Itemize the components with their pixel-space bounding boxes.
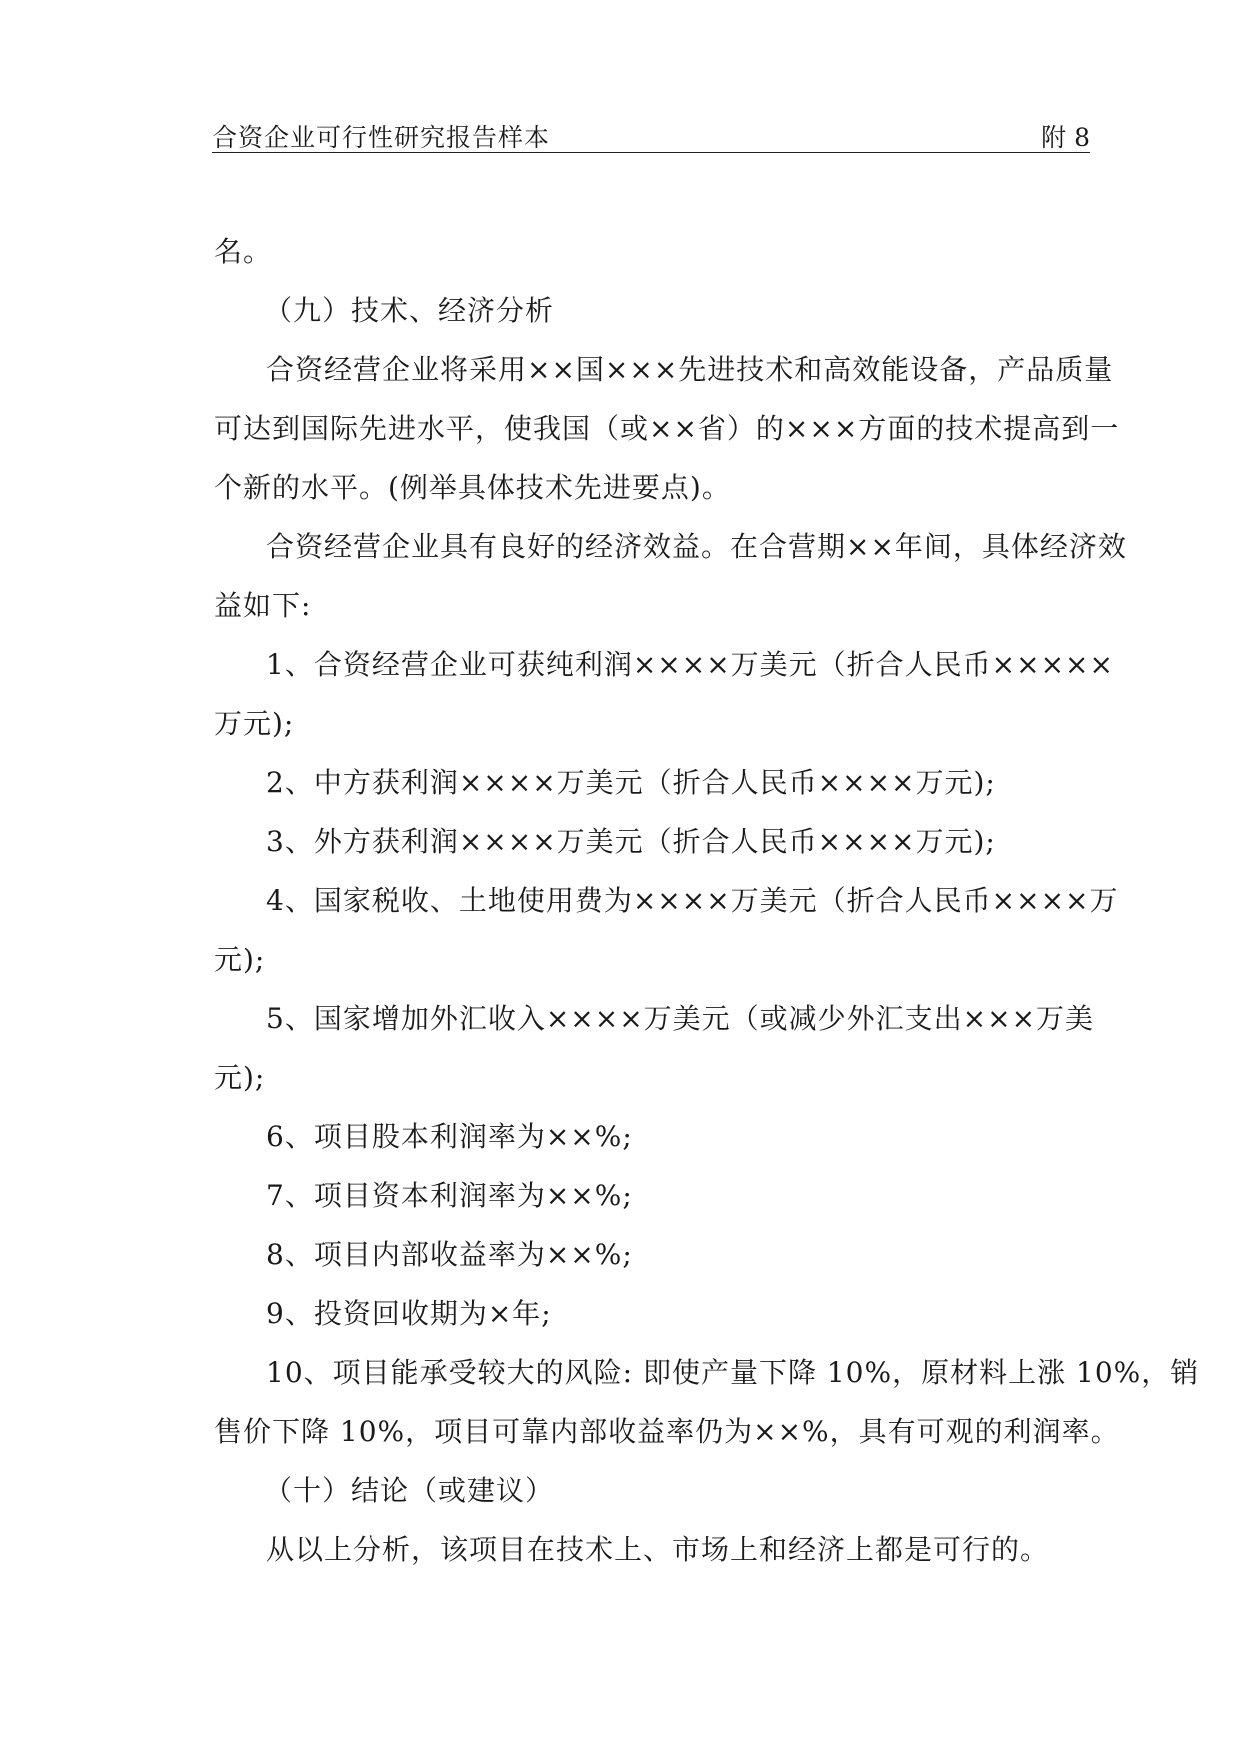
list-item: 10、项目能承受较大的风险: 即使产量下降 10%，原材料上涨 10%，销 [266, 1356, 1200, 1389]
paragraph-line: 合资经营企业将采用××国×××先进技术和高效能设备，产品质量 [266, 353, 1114, 386]
list-item: 3、外方获利润××××万美元（折合人民币××××万元); [266, 825, 996, 858]
text-line: 名。 [214, 235, 273, 268]
list-item: 6、项目股本利润率为××%; [266, 1120, 633, 1153]
paragraph-line: 可达到国际先进水平，使我国（或××省）的×××方面的技术提高到一 [214, 412, 1120, 445]
paragraph-line: 合资经营企业具有良好的经济效益。在合营期××年间，具体经济效 [266, 530, 1127, 563]
paragraph-line: 个新的水平。(例举具体技术先进要点)。 [214, 471, 731, 504]
list-item: 5、国家增加外汇收入××××万美元（或减少外汇支出×××万美 [266, 1002, 1095, 1035]
list-item: 9、投资回收期为×年; [266, 1297, 552, 1330]
list-item: 7、项目资本利润率为××%; [266, 1179, 633, 1212]
list-item-continuation: 万元); [214, 707, 295, 740]
header-title: 合资企业可行性研究报告样本 [212, 123, 551, 152]
section-heading: （十）结论（或建议） [264, 1474, 555, 1507]
section-heading: （九）技术、经济分析 [264, 294, 555, 327]
document-body [214, 222, 1200, 1579]
paragraph-line: 益如下: [214, 589, 312, 622]
paragraph-line: 从以上分析，该项目在技术上、市场上和经济上都是可行的。 [266, 1533, 1050, 1566]
list-item: 8、项目内部收益率为××%; [266, 1238, 633, 1271]
list-item-continuation: 元); [214, 1061, 266, 1094]
list-item-continuation: 售价下降 10%，项目可靠内部收益率仍为××%，具有可观的利润率。 [214, 1415, 1120, 1448]
list-item: 2、中方获利润××××万美元（折合人民币××××万元); [266, 766, 996, 799]
list-item: 4、国家税收、土地使用费为××××万美元（折合人民币××××万 [266, 884, 1119, 917]
page-header [212, 118, 1090, 153]
list-item: 1、合资经营企业可获纯利润××××万美元（折合人民币××××× [266, 648, 1114, 681]
header-page-label: 附 8 [1041, 123, 1090, 152]
list-item-continuation: 元); [214, 943, 266, 976]
